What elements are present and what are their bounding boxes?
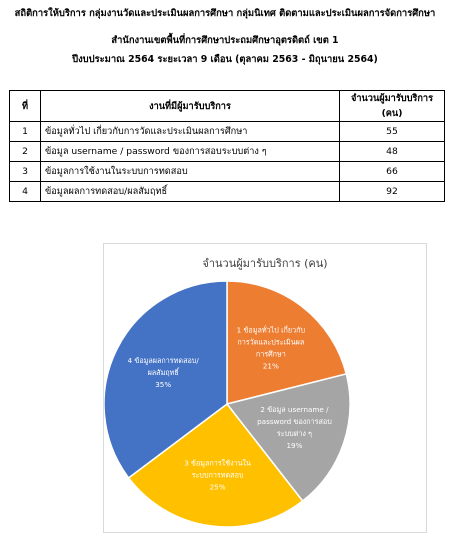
row-count: 48 — [340, 142, 445, 162]
row-service: ข้อมูล username / password ของการสอบระบบต่าง ๆ — [41, 142, 340, 162]
report-office: สำนักงานเขตพื้นที่การศึกษาประถมศึกษาอุตรดิตถ์ เขต 1 — [111, 35, 339, 46]
pie-slice-label-3: 3 ข้อมูลการใช้งานในระบบการทดสอบ 25% — [184, 458, 251, 492]
pie-slice-label-1: 1 ข้อมูลทั่วไป เกี่ยวกับการวัดและประเมินผลการศึกษา 21% — [236, 325, 306, 371]
row-service: ข้อมูลการใช้งานในระบบการทดสอบ — [41, 162, 340, 182]
table-row — [10, 122, 445, 142]
row-number: 2 — [10, 142, 41, 162]
row-service: ข้อมูลทั่วไป เกี่ยวกับการวัดและประเมินผลการศึกษา — [41, 122, 340, 142]
column-header-count: จำนวนผู้มารับบริการ (คน) — [340, 91, 445, 122]
table-row — [10, 162, 445, 182]
table-header-row — [10, 91, 445, 122]
row-number: 3 — [10, 162, 41, 182]
chart-title: จำนวนผู้มารับบริการ (คน) — [202, 257, 328, 270]
table-row — [10, 182, 445, 202]
row-number: 1 — [10, 122, 41, 142]
pie-slice-label-4: 4 ข้อมูลผลการทดสอบ/ผลสัมฤทธิ์ 35% — [127, 356, 199, 390]
report-period: ปีงบประมาณ 2564 ระยะเวลา 9 เดือน (ตุลาคม 2563 - มิถุนายน 2564) — [72, 54, 378, 65]
row-service: ข้อมูลผลการทดสอบ/ผลสัมฤทธิ์ — [41, 182, 340, 202]
column-header-service: งานที่มีผู้มารับบริการ — [41, 91, 340, 122]
row-count: 92 — [340, 182, 445, 202]
service-stats-table — [9, 90, 445, 202]
pie-chart-frame — [103, 243, 427, 533]
pie-slice-label-2: 2 ข้อมูล username / password ของการสอบระบบต่าง ๆ 19% — [257, 405, 332, 451]
row-count: 55 — [340, 122, 445, 142]
column-header-no: ที่ — [10, 91, 41, 122]
row-number: 4 — [10, 182, 41, 202]
table-row — [10, 142, 445, 162]
row-count: 66 — [340, 162, 445, 182]
pie-chart — [104, 244, 426, 532]
report-title: สถิติการให้บริการ กลุ่มงานวัดและประเมินผลการศึกษา กลุ่มนิเทศ ติดตามและประเมินผลการจัดการศึกษา — [14, 8, 436, 19]
